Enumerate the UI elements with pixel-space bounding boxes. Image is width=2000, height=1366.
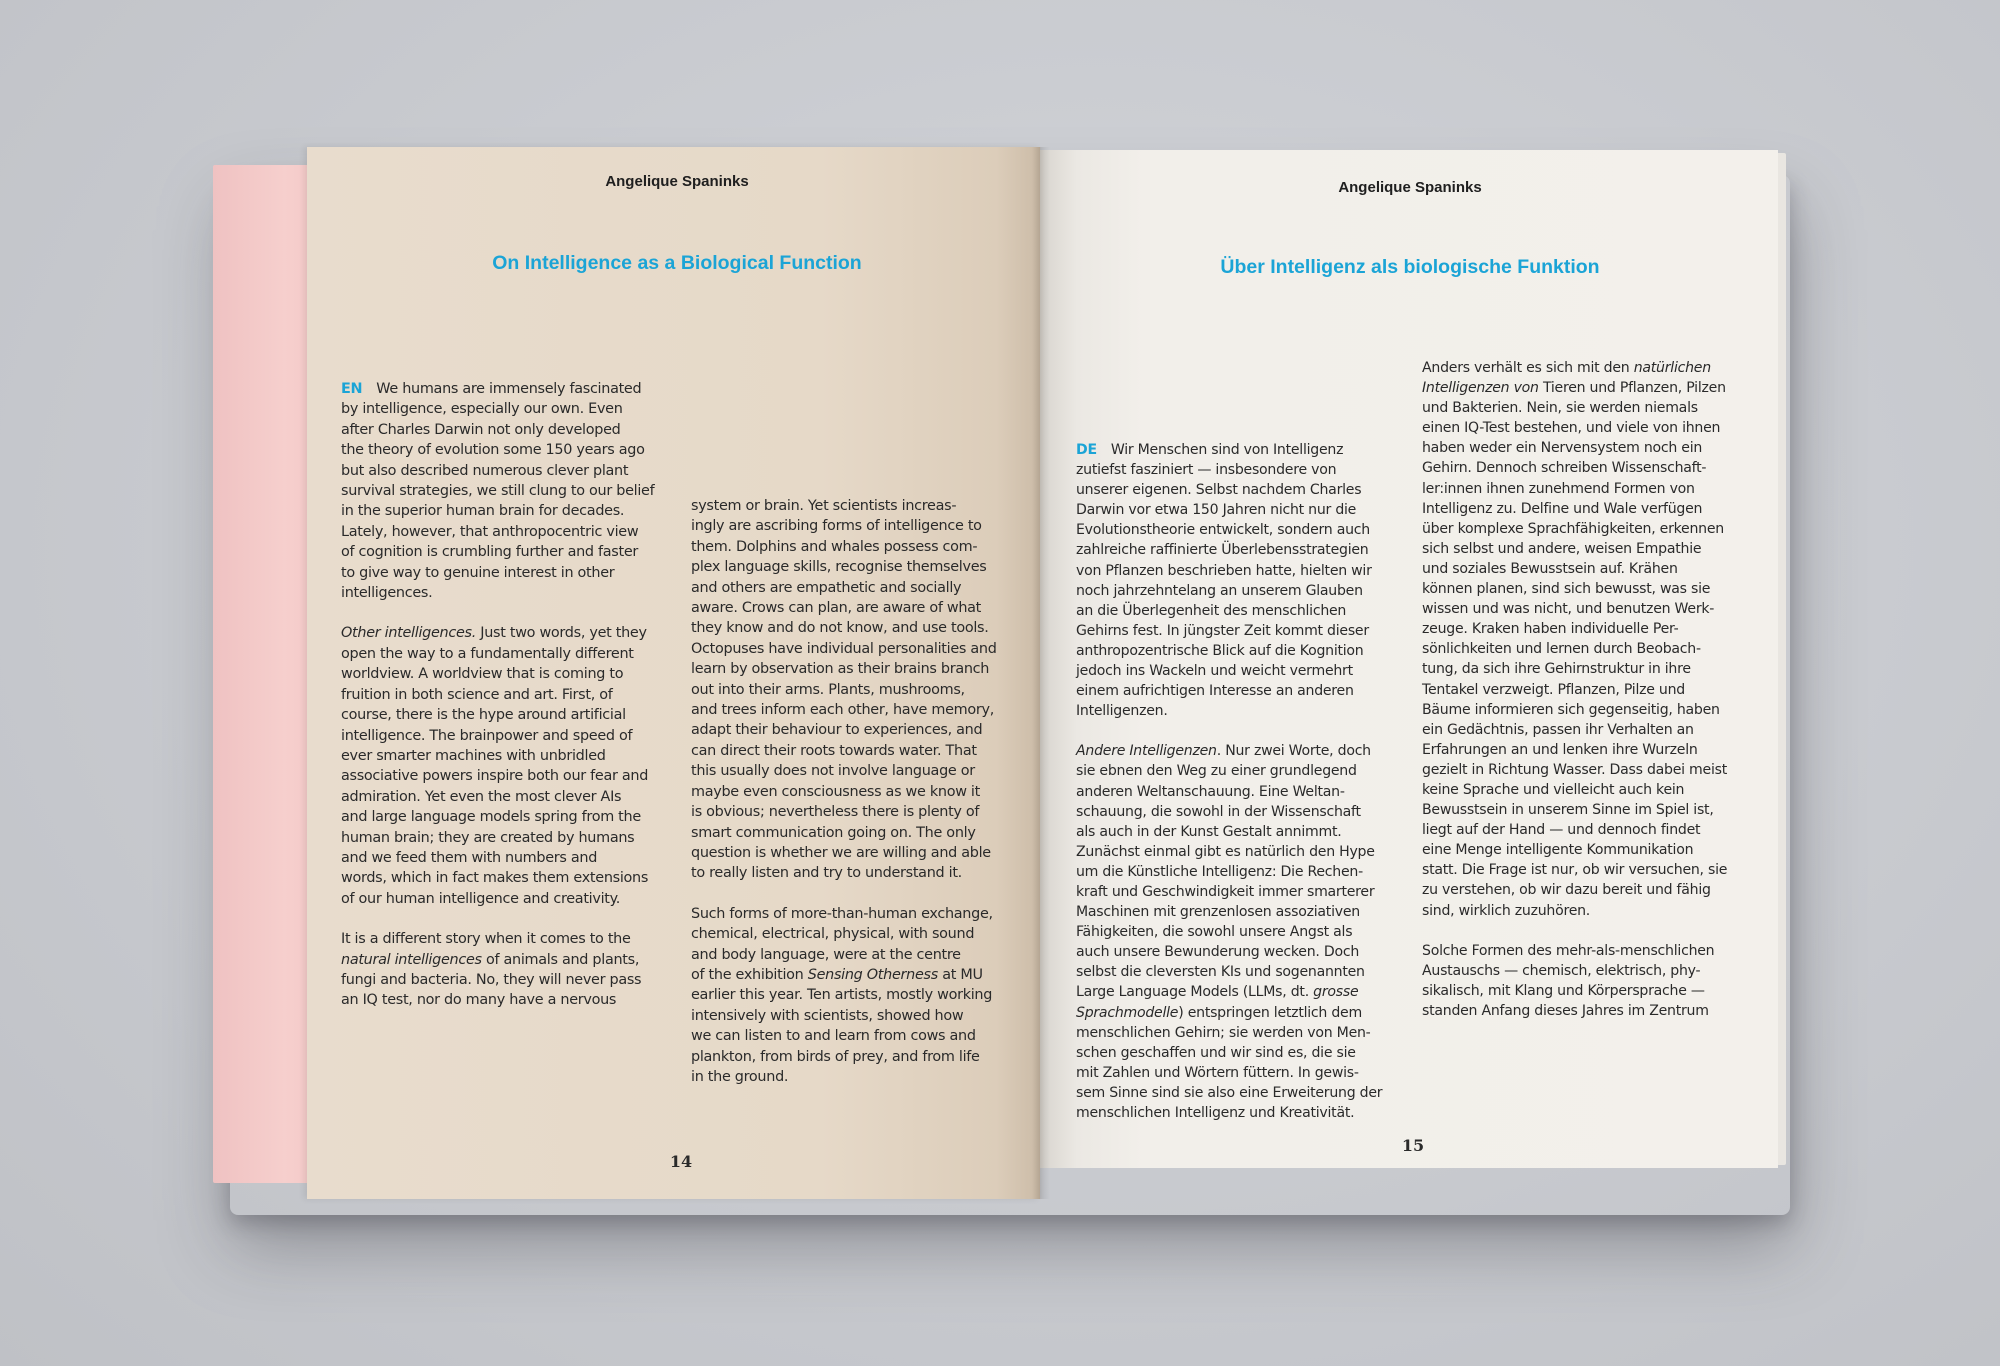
line-text: anthropozentrische Blick auf die Kognition xyxy=(1076,642,1364,659)
line-text: zeuge. Kraken haben individuelle Per- xyxy=(1422,621,1679,638)
text-line xyxy=(341,889,654,909)
text-line xyxy=(1076,822,1382,842)
text-line xyxy=(691,618,997,638)
text-line xyxy=(1422,740,1727,760)
right-column-2 xyxy=(1422,358,1727,1021)
text-line xyxy=(341,501,654,521)
line-text: of cognition is crumbling further and faster xyxy=(341,544,639,561)
text-line xyxy=(1422,499,1727,519)
line-text: by intelligence, especially our own. Even xyxy=(341,401,623,418)
line-text: können planen, sind sich bewusst, was sie xyxy=(1422,581,1711,598)
line-text: menschlichen Gehirn; sie werden von Men- xyxy=(1076,1024,1371,1041)
line-text: zutiefst fasziniert — insbesondere von xyxy=(1076,462,1337,479)
text-line xyxy=(691,823,997,843)
line-text: but also described numerous clever plant xyxy=(341,462,629,479)
line-text: human brain; they are created by humans xyxy=(341,829,635,846)
text-line xyxy=(1422,800,1727,820)
line-text: an IQ test, nor do many have a nervous xyxy=(341,992,617,1009)
text-line xyxy=(341,379,654,399)
text-line xyxy=(1422,981,1727,1001)
text-line xyxy=(1422,700,1727,720)
line-text: einen IQ-Test bestehen, und viele von ihnen xyxy=(1422,420,1721,437)
text-line xyxy=(1076,761,1382,781)
text-line xyxy=(341,726,654,746)
text-line xyxy=(691,782,997,802)
line-text: and we feed them with numbers and xyxy=(341,849,598,866)
text-line xyxy=(1076,641,1382,661)
text-line xyxy=(691,904,997,924)
text-line xyxy=(1076,460,1382,480)
text-line xyxy=(341,868,654,888)
text-line xyxy=(691,557,997,577)
right-page-number: 15 xyxy=(1401,1136,1425,1155)
line-text: adapt their behaviour to experiences, and xyxy=(691,722,983,739)
line-text: after Charles Darwin not only developed xyxy=(341,421,621,438)
line-text: kraft und Geschwindigkeit immer smarterer xyxy=(1076,883,1375,900)
text-line xyxy=(1076,601,1382,621)
line-text: Tentakel verzweigt. Pflanzen, Pilze und xyxy=(1422,681,1685,698)
text-line xyxy=(1422,1001,1727,1021)
paragraph-gap xyxy=(1076,721,1382,741)
line-text: chemical, electrical, physical, with sound xyxy=(691,926,975,943)
line-text: intensively with scientists, showed how xyxy=(691,1007,964,1024)
text-line xyxy=(1422,398,1727,418)
text-line xyxy=(1076,681,1382,701)
text-line xyxy=(1076,520,1382,540)
line-text: Andere Intelligenzen. Nur zwei Worte, doch xyxy=(1076,743,1371,760)
line-text: tung, da sich ihre Gehirnstruktur in ihre xyxy=(1422,661,1691,678)
paragraph-gap xyxy=(341,603,654,623)
line-text: Such forms of more-than-human exchange, xyxy=(691,905,993,922)
text-line xyxy=(1422,880,1727,900)
line-text: of our human intelligence and creativity. xyxy=(341,890,621,907)
line-text: intelligence. The brainpower and speed of xyxy=(341,727,633,744)
text-line xyxy=(1076,962,1382,982)
line-text: selbst die cleversten KIs und sogenannten xyxy=(1076,964,1365,981)
line-text: Bewusstsein in unserem Sinne im Spiel ist, xyxy=(1422,802,1714,819)
line-text: aware. Crows can plan, are aware of what xyxy=(691,600,982,617)
line-text: mit Zahlen und Wörtern füttern. In gewis- xyxy=(1076,1064,1359,1081)
text-line xyxy=(691,700,997,720)
line-text: keine Sprache und vielleicht auch kein xyxy=(1422,781,1685,798)
line-text: We humans are immensely fascinated xyxy=(376,381,642,397)
line-text: in the superior human brain for decades. xyxy=(341,503,625,520)
left-page-title: On Intelligence as a Biological Function xyxy=(492,252,862,274)
text-line xyxy=(341,440,654,460)
text-line xyxy=(1422,680,1727,700)
text-line xyxy=(691,965,997,985)
text-line xyxy=(341,929,654,949)
right-column-1 xyxy=(1076,440,1382,1123)
line-text: to really listen and try to understand it. xyxy=(691,865,962,882)
line-text: open the way to a fundamentally different xyxy=(341,645,634,662)
text-line xyxy=(1422,579,1727,599)
text-line xyxy=(341,522,654,542)
text-line xyxy=(341,807,654,827)
line-text: and large language models spring from the xyxy=(341,809,641,826)
text-line xyxy=(691,1006,997,1026)
line-text: we can listen to and learn from cows and xyxy=(691,1028,976,1045)
line-text: Intelligenz zu. Delfine und Wale verfügen xyxy=(1422,500,1703,517)
line-text: jedoch ins Wackeln und weicht vermehrt xyxy=(1076,663,1353,680)
text-line xyxy=(691,680,997,700)
line-text: Intelligenzen. xyxy=(1076,703,1168,720)
line-text: course, there is the hype around artificial xyxy=(341,707,626,724)
text-line xyxy=(691,1047,997,1067)
text-line xyxy=(691,537,997,557)
text-line xyxy=(1076,561,1382,581)
left-author-name: Angelique Spaninks xyxy=(605,173,749,190)
line-text: plankton, from birds of prey, and from life xyxy=(691,1048,980,1065)
line-text: system or brain. Yet scientists increas- xyxy=(691,498,957,514)
text-line xyxy=(1076,1023,1382,1043)
text-line xyxy=(341,746,654,766)
line-text: of the exhibition Sensing Otherness at MU xyxy=(691,966,983,983)
line-text: Wir Menschen sind von Intelligenz xyxy=(1110,442,1344,458)
text-line xyxy=(341,644,654,664)
text-line xyxy=(1076,1083,1382,1103)
line-text: Gehirns fest. In jüngster Zeit kommt dieser xyxy=(1076,622,1369,639)
line-text: Erfahrungen an und lenken ihre Wurzeln xyxy=(1422,741,1698,758)
text-line xyxy=(691,720,997,740)
line-text: and others are empathetic and socially xyxy=(691,579,962,596)
text-line xyxy=(1422,941,1727,961)
text-line xyxy=(1076,741,1382,761)
text-line xyxy=(1422,720,1727,740)
line-text: wissen und was nicht, und benutzen Werk- xyxy=(1422,601,1715,618)
text-line xyxy=(1076,802,1382,822)
text-line xyxy=(1076,782,1382,802)
language-tag: EN xyxy=(341,381,363,397)
text-line xyxy=(691,945,997,965)
text-line xyxy=(1422,961,1727,981)
line-text: them. Dolphins and whales possess com- xyxy=(691,538,978,555)
text-line xyxy=(691,639,997,659)
text-line xyxy=(691,578,997,598)
text-line xyxy=(691,1067,997,1087)
text-line xyxy=(1422,479,1727,499)
text-line xyxy=(1076,661,1382,681)
text-line xyxy=(1076,982,1382,1002)
line-text: sich selbst und andere, weisen Empathie xyxy=(1422,540,1702,557)
text-line xyxy=(691,516,997,536)
line-text: they know and do not know, and use tools. xyxy=(691,620,989,637)
text-line xyxy=(1422,780,1727,800)
paragraph-gap xyxy=(341,909,654,929)
line-text: words, which in fact makes them extensions xyxy=(341,870,649,887)
line-text: von Pflanzen beschrieben hatte, hielten wir xyxy=(1076,562,1372,579)
text-line xyxy=(1076,1003,1382,1023)
text-line xyxy=(1422,539,1727,559)
text-line xyxy=(691,924,997,944)
line-text: statt. Die Frage ist nur, ob wir versuchen, sie xyxy=(1422,862,1728,879)
text-line xyxy=(1422,458,1727,478)
text-line xyxy=(1076,942,1382,962)
text-line xyxy=(1076,1063,1382,1083)
line-text: this usually does not involve language or xyxy=(691,763,975,780)
line-text: gezielt in Richtung Wasser. Dass dabei meist xyxy=(1422,761,1727,778)
paragraph-gap xyxy=(691,884,997,904)
line-text: Fähigkeiten, die sowohl unsere Angst als xyxy=(1076,924,1353,941)
line-text: anderen Weltanschauung. Eine Weltan- xyxy=(1076,783,1345,800)
paragraph-gap xyxy=(1422,921,1727,941)
line-text: the theory of evolution some 150 years ago xyxy=(341,442,645,459)
line-text: fruition in both science and art. First, of xyxy=(341,686,613,703)
line-text: haben weder ein Nervensystem noch ein xyxy=(1422,440,1703,457)
text-line xyxy=(691,1026,997,1046)
line-text: sie ebnen den Weg zu einer grundlegend xyxy=(1076,763,1357,780)
line-text: smart communication going on. The only xyxy=(691,824,976,841)
text-line xyxy=(691,761,997,781)
text-line xyxy=(1076,621,1382,641)
text-line xyxy=(1076,701,1382,721)
line-text: sikalisch, mit Klang und Körpersprache — xyxy=(1422,982,1705,999)
left-page-number: 14 xyxy=(669,1152,693,1171)
text-line xyxy=(1422,599,1727,619)
text-line xyxy=(341,542,654,562)
text-line xyxy=(691,802,997,822)
line-text: eine Menge intelligente Kommunikation xyxy=(1422,842,1694,859)
text-line xyxy=(1422,559,1727,579)
line-text: Octopuses have individual personalities and xyxy=(691,640,997,657)
text-line xyxy=(1076,581,1382,601)
line-text: associative powers inspire both our fear and xyxy=(341,768,649,785)
line-text: Darwin vor etwa 150 Jahren nicht nur die xyxy=(1076,502,1357,519)
line-text: menschlichen Intelligenz und Kreativität. xyxy=(1076,1105,1355,1121)
line-text: Evolutionstheorie entwickelt, sondern auch xyxy=(1076,522,1370,539)
line-text: an die Überlegenheit des menschlichen xyxy=(1076,602,1347,619)
line-text: is obvious; nevertheless there is plenty of xyxy=(691,804,980,821)
text-line xyxy=(1422,860,1727,880)
text-line xyxy=(1422,659,1727,679)
line-text: and trees inform each other, have memory, xyxy=(691,702,994,719)
text-line xyxy=(341,481,654,501)
line-text: schen geschaffen und wir sind es, die sie xyxy=(1076,1044,1356,1061)
line-text: Austauschs — chemisch, elektrisch, phy- xyxy=(1422,962,1701,979)
left-column-1 xyxy=(341,379,654,1011)
line-text: Bäume informieren sich gegenseitig, haben xyxy=(1422,701,1720,718)
text-line xyxy=(341,623,654,643)
language-tag: DE xyxy=(1076,442,1097,458)
line-text: in the ground. xyxy=(691,1068,789,1085)
text-line xyxy=(341,950,654,970)
line-text: plex language skills, recognise themselves xyxy=(691,559,987,576)
text-line xyxy=(1076,440,1382,460)
line-text: und soziales Bewusstsein auf. Krähen xyxy=(1422,560,1678,577)
line-text: to give way to genuine interest in other xyxy=(341,564,615,581)
text-line xyxy=(341,848,654,868)
text-line xyxy=(1076,480,1382,500)
right-page-title: Über Intelligenz als biologische Funktion xyxy=(1220,256,1600,278)
line-text: zahlreiche raffinierte Überlebensstrategien xyxy=(1076,542,1369,559)
text-line xyxy=(341,399,654,419)
line-text: Solche Formen des mehr-als-menschlichen xyxy=(1422,942,1715,959)
text-line xyxy=(1076,1043,1382,1063)
line-text: out into their arms. Plants, mushrooms, xyxy=(691,681,965,698)
text-line xyxy=(1076,922,1382,942)
line-text: liegt auf der Hand — und dennoch findet xyxy=(1422,822,1701,839)
text-line xyxy=(1422,358,1727,378)
line-text: ingly are ascribing forms of intelligence to xyxy=(691,518,982,535)
text-line xyxy=(1422,760,1727,780)
text-line xyxy=(691,985,997,1005)
line-text: und Bakterien. Nein, sie werden niemals xyxy=(1422,400,1698,417)
line-text: Sprachmodelle) entspringen letztlich dem xyxy=(1076,1004,1362,1021)
line-text: als auch in der Kunst Gestalt annimmt. xyxy=(1076,823,1342,840)
line-text: Intelligenzen von Tieren und Pflanzen, Pilzen xyxy=(1422,380,1726,397)
line-text: einem aufrichtigen Interesse an anderen xyxy=(1076,683,1354,700)
line-text: um die Künstliche Intelligenz: Die Rechen- xyxy=(1076,863,1363,880)
line-text: Anders verhält es sich mit den natürlichen xyxy=(1422,360,1711,376)
line-text: maybe even consciousness as we know it xyxy=(691,783,980,800)
right-author-name: Angelique Spaninks xyxy=(1338,179,1482,196)
text-line xyxy=(341,705,654,725)
line-text: sem Sinne sind sie also eine Erweiterung der xyxy=(1076,1084,1383,1101)
text-line xyxy=(1422,378,1727,398)
line-text: Large Language Models (LLMs, dt. grosse xyxy=(1076,984,1359,1001)
text-line xyxy=(341,970,654,990)
text-line xyxy=(341,766,654,786)
line-text: ein Gedächtnis, passen ihr Verhalten an xyxy=(1422,721,1694,738)
line-text: Other intelligences. Just two words, yet they xyxy=(341,625,647,642)
line-text: survival strategies, we still clung to our belief xyxy=(341,483,655,500)
line-text: sönlichkeiten und lernen durch Beobach- xyxy=(1422,641,1701,658)
line-text: fungi and bacteria. No, they will never pass xyxy=(341,971,642,988)
text-line xyxy=(1422,639,1727,659)
line-text: ler:innen ihnen zunehmend Formen von xyxy=(1422,480,1695,497)
line-text: standen Anfang dieses Jahres im Zentrum xyxy=(1422,1002,1709,1019)
line-text: Zunächst einmal gibt es natürlich den Hype xyxy=(1076,843,1375,860)
line-text: admiration. Yet even the most clever AIs xyxy=(341,788,622,805)
text-line xyxy=(341,828,654,848)
line-text: noch jahrzehntelang an unserem Glauben xyxy=(1076,582,1363,599)
line-text: intelligences. xyxy=(341,585,433,602)
book-gutter xyxy=(1032,147,1050,1199)
text-line xyxy=(1076,882,1382,902)
text-line xyxy=(691,863,997,883)
line-text: worldview. A worldview that is coming to xyxy=(341,666,624,683)
line-text: can direct their roots towards water. That xyxy=(691,742,977,759)
text-line xyxy=(341,583,654,603)
line-text: question is whether we are willing and able xyxy=(691,844,991,861)
line-text: natural intelligences of animals and plants, xyxy=(341,951,640,968)
line-text: It is a different story when it comes to the xyxy=(341,931,631,948)
text-line xyxy=(1422,840,1727,860)
text-line xyxy=(341,664,654,684)
text-line xyxy=(341,461,654,481)
line-text: schauung, die sowohl in der Wissenschaft xyxy=(1076,803,1361,820)
text-line xyxy=(1076,842,1382,862)
text-line xyxy=(1422,619,1727,639)
line-text: ever smarter machines with unbridled xyxy=(341,747,606,764)
line-text: über komplexe Sprachfähigkeiten, erkennen xyxy=(1422,520,1724,537)
text-line xyxy=(341,685,654,705)
text-line xyxy=(1076,540,1382,560)
text-line xyxy=(691,843,997,863)
line-text: sind, wirklich zuzuhören. xyxy=(1422,902,1591,919)
text-line xyxy=(341,990,654,1010)
text-line xyxy=(341,787,654,807)
line-text: Gehirn. Dennoch schreiben Wissenschaft- xyxy=(1422,460,1707,477)
text-line xyxy=(1422,519,1727,539)
text-line xyxy=(341,563,654,583)
line-text: unserer eigenen. Selbst nachdem Charles xyxy=(1076,482,1362,499)
text-line xyxy=(1076,862,1382,882)
text-line xyxy=(1076,1103,1382,1123)
text-line xyxy=(691,598,997,618)
line-text: and body language, were at the centre xyxy=(691,946,961,963)
text-line xyxy=(691,741,997,761)
text-line xyxy=(1422,901,1727,921)
text-line xyxy=(691,496,997,516)
line-text: zu verstehen, ob wir dazu bereit und fähig xyxy=(1422,882,1711,899)
line-text: earlier this year. Ten artists, mostly working xyxy=(691,987,993,1004)
text-line xyxy=(1076,500,1382,520)
text-line xyxy=(1422,438,1727,458)
text-line xyxy=(1422,418,1727,438)
line-text: Lately, however, that anthropocentric view xyxy=(341,523,639,540)
text-line xyxy=(1422,820,1727,840)
text-line xyxy=(691,659,997,679)
text-line xyxy=(341,420,654,440)
line-text: learn by observation as their brains branch xyxy=(691,661,990,678)
line-text: Maschinen mit grenzenlosen assoziativen xyxy=(1076,904,1360,921)
line-text: auch unsere Bewunderung wecken. Doch xyxy=(1076,944,1360,961)
text-line xyxy=(1076,902,1382,922)
left-column-2 xyxy=(691,496,997,1087)
